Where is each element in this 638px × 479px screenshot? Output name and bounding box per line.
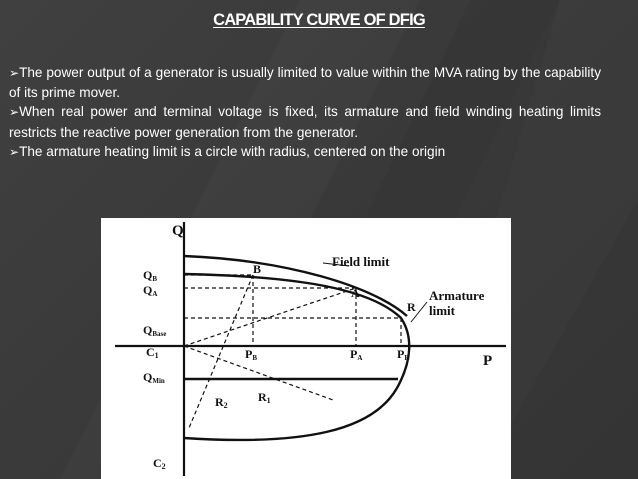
c2-label: C2: [153, 456, 166, 471]
qmin-label: QMin: [143, 370, 165, 385]
qb-label: QB: [143, 268, 158, 283]
point-r-label: R: [407, 300, 416, 314]
armature-limit-curve: [184, 274, 409, 388]
capability-curve-figure: [101, 218, 511, 479]
armature-limit-label-1: Armature: [429, 288, 485, 303]
p-axis-label: P: [483, 353, 493, 369]
c1-label: C1: [146, 345, 159, 360]
bullet-item: ➢The power output of a generator is usually limited to value within the MVA rating by the capability of its prime mover.: [9, 65, 601, 101]
bullet-list: [9, 63, 601, 162]
pr-label: PR: [397, 347, 410, 362]
r2-label: R2: [215, 395, 228, 410]
r1-label: R1: [258, 390, 271, 405]
arrow-bullet-icon: ➢: [9, 144, 20, 159]
point-a-label: A: [351, 286, 360, 300]
arrow-bullet-icon: ➢: [9, 105, 20, 120]
field-limit-label: Field limit: [332, 254, 390, 269]
slide-title: CAPABILITY CURVE OF DFIG: [213, 11, 425, 29]
point-b-label: B: [253, 262, 262, 276]
armature-limit-label-2: limit: [429, 303, 455, 318]
bullet-item: ➢When real power and terminal voltage is fixed, its armature and field winding heating limits restricts the reactive power generation from the generator.: [9, 104, 601, 140]
pb-label: PB: [245, 347, 258, 362]
qa-label: QA: [143, 283, 158, 298]
q-axis-label: Q: [172, 223, 184, 239]
qbase-label: QBase: [143, 323, 167, 338]
pa-label: PA: [350, 347, 363, 362]
c1-to-a-line: [184, 288, 356, 346]
arrow-bullet-icon: ➢: [9, 66, 20, 80]
bullet-item: ➢The armature heating limit is a circle with radius, centered on the origin: [9, 143, 446, 159]
